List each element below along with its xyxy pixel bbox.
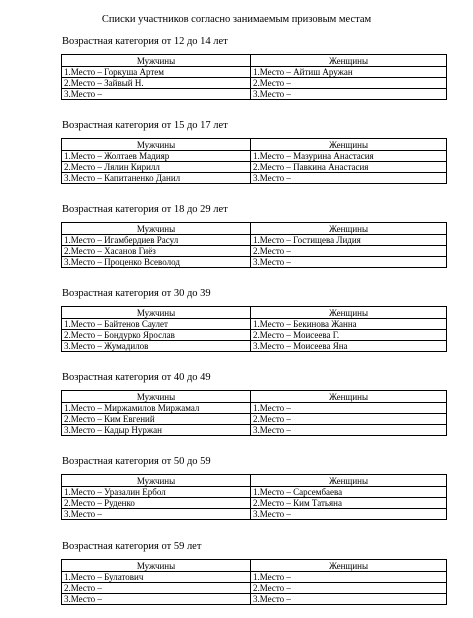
results-table: [61, 559, 447, 605]
table-row: [62, 487, 447, 498]
men-place-cell: 1.Место – Уразалин Ербол: [62, 487, 251, 498]
table-header-row: [62, 139, 447, 151]
men-place-cell: 3.Место –: [62, 594, 251, 605]
men-place-cell: 3.Место – Кадыр Нуржан: [62, 425, 251, 436]
men-place-cell: 2.Место – Лялин Кирилл: [62, 162, 251, 173]
table-header-row: [62, 307, 447, 319]
table-row: [62, 330, 447, 341]
women-place-cell: 3.Место –: [251, 89, 447, 100]
table-header-row: [62, 475, 447, 487]
category-heading: Возрастная категория от 18 до 29 лет: [62, 204, 228, 215]
table-row: [62, 414, 447, 425]
women-place-cell: 2.Место –: [251, 583, 447, 594]
women-column-header: Женщины: [251, 475, 447, 487]
table-row: [62, 319, 447, 330]
table-header-row: [62, 223, 447, 235]
table-row: [62, 572, 447, 583]
women-place-cell: 3.Место – Моисеева Яна: [251, 341, 447, 352]
table-header-row: [62, 560, 447, 572]
men-place-cell: 2.Место – Зайвый Н.: [62, 78, 251, 89]
men-place-cell: 1.Место – Горкуша Артем: [62, 67, 251, 78]
women-place-cell: 1.Место – Бекинова Жанна: [251, 319, 447, 330]
category-heading: Возрастная категория от 59 лет: [62, 541, 202, 552]
men-place-cell: 3.Место –: [62, 89, 251, 100]
men-column-header: Мужчины: [62, 307, 251, 319]
men-place-cell: 1.Место – Миржамилов Миржамал: [62, 403, 251, 414]
men-place-cell: 1.Место – Жолтаев Мадияр: [62, 151, 251, 162]
results-table: [61, 54, 447, 100]
table-header-row: [62, 55, 447, 67]
men-place-cell: 2.Место – Хасанов Гиёз: [62, 246, 251, 257]
table-row: [62, 89, 447, 100]
results-table: [61, 306, 447, 352]
men-column-header: Мужчины: [62, 55, 251, 67]
men-column-header: Мужчины: [62, 391, 251, 403]
table-row: [62, 341, 447, 352]
category-heading: Возрастная категория от 15 до 17 лет: [62, 120, 228, 131]
results-table: [61, 138, 447, 184]
table-row: [62, 162, 447, 173]
document-title: Списки участников согласно занимаемым призовым местам: [101, 14, 372, 25]
table-header-row: [62, 391, 447, 403]
men-column-header: Мужчины: [62, 223, 251, 235]
table-row: [62, 78, 447, 89]
table-row: [62, 509, 447, 520]
women-place-cell: 2.Место –: [251, 246, 447, 257]
men-column-header: Мужчины: [62, 139, 251, 151]
results-table: [61, 474, 447, 520]
table-row: [62, 235, 447, 246]
table-row: [62, 594, 447, 605]
men-column-header: Мужчины: [62, 475, 251, 487]
women-place-cell: 3.Место –: [251, 173, 447, 184]
men-place-cell: 2.Место – Бондурко Ярослав: [62, 330, 251, 341]
table-row: [62, 246, 447, 257]
men-place-cell: 3.Место – Жумадилов: [62, 341, 251, 352]
men-place-cell: 1.Место – Игамбердиев Расул: [62, 235, 251, 246]
men-place-cell: 2.Место – Ким Евгений: [62, 414, 251, 425]
table-row: [62, 151, 447, 162]
table-row: [62, 425, 447, 436]
women-place-cell: 2.Место – Павкина Анастасия: [251, 162, 447, 173]
women-place-cell: 2.Место –: [251, 78, 447, 89]
category-heading: Возрастная категория от 30 до 39: [62, 288, 211, 299]
category-heading: Возрастная категория от 50 до 59: [62, 456, 211, 467]
men-place-cell: 2.Место –: [62, 583, 251, 594]
men-place-cell: 3.Место –: [62, 509, 251, 520]
men-place-cell: 2.Место – Руденко: [62, 498, 251, 509]
women-column-header: Женщины: [251, 307, 447, 319]
table-row: [62, 583, 447, 594]
category-heading: Возрастная категория от 12 до 14 лет: [62, 36, 228, 47]
table-row: [62, 498, 447, 509]
women-column-header: Женщины: [251, 223, 447, 235]
table-row: [62, 173, 447, 184]
women-place-cell: 1.Место –: [251, 572, 447, 583]
table-row: [62, 257, 447, 268]
women-place-cell: 3.Место –: [251, 257, 447, 268]
women-place-cell: 1.Место –: [251, 403, 447, 414]
women-place-cell: 1.Место – Сарсембаева: [251, 487, 447, 498]
women-place-cell: 3.Место –: [251, 509, 447, 520]
women-place-cell: 1.Место – Мазурина Анастасия: [251, 151, 447, 162]
men-column-header: Мужчины: [62, 560, 251, 572]
men-place-cell: 1.Место – Байтенов Саулет: [62, 319, 251, 330]
women-place-cell: 1.Место – Айтиш Аружан: [251, 67, 447, 78]
table-row: [62, 67, 447, 78]
women-place-cell: 3.Место –: [251, 594, 447, 605]
women-place-cell: 2.Место – Ким Татьяна: [251, 498, 447, 509]
women-column-header: Женщины: [251, 139, 447, 151]
results-table: [61, 222, 447, 268]
men-place-cell: 3.Место – Проценко Всеволод: [62, 257, 251, 268]
results-table: [61, 390, 447, 436]
women-column-header: Женщины: [251, 560, 447, 572]
women-place-cell: 2.Место – Моисеева Г.: [251, 330, 447, 341]
women-place-cell: 3.Место –: [251, 425, 447, 436]
women-place-cell: 1.Место – Гостищева Лидия: [251, 235, 447, 246]
category-heading: Возрастная категория от 40 до 49: [62, 372, 211, 383]
women-place-cell: 2.Место –: [251, 414, 447, 425]
table-row: [62, 403, 447, 414]
women-column-header: Женщины: [251, 391, 447, 403]
women-column-header: Женщины: [251, 55, 447, 67]
men-place-cell: 1.Место – Булатович: [62, 572, 251, 583]
men-place-cell: 3.Место – Капитаненко Данил: [62, 173, 251, 184]
